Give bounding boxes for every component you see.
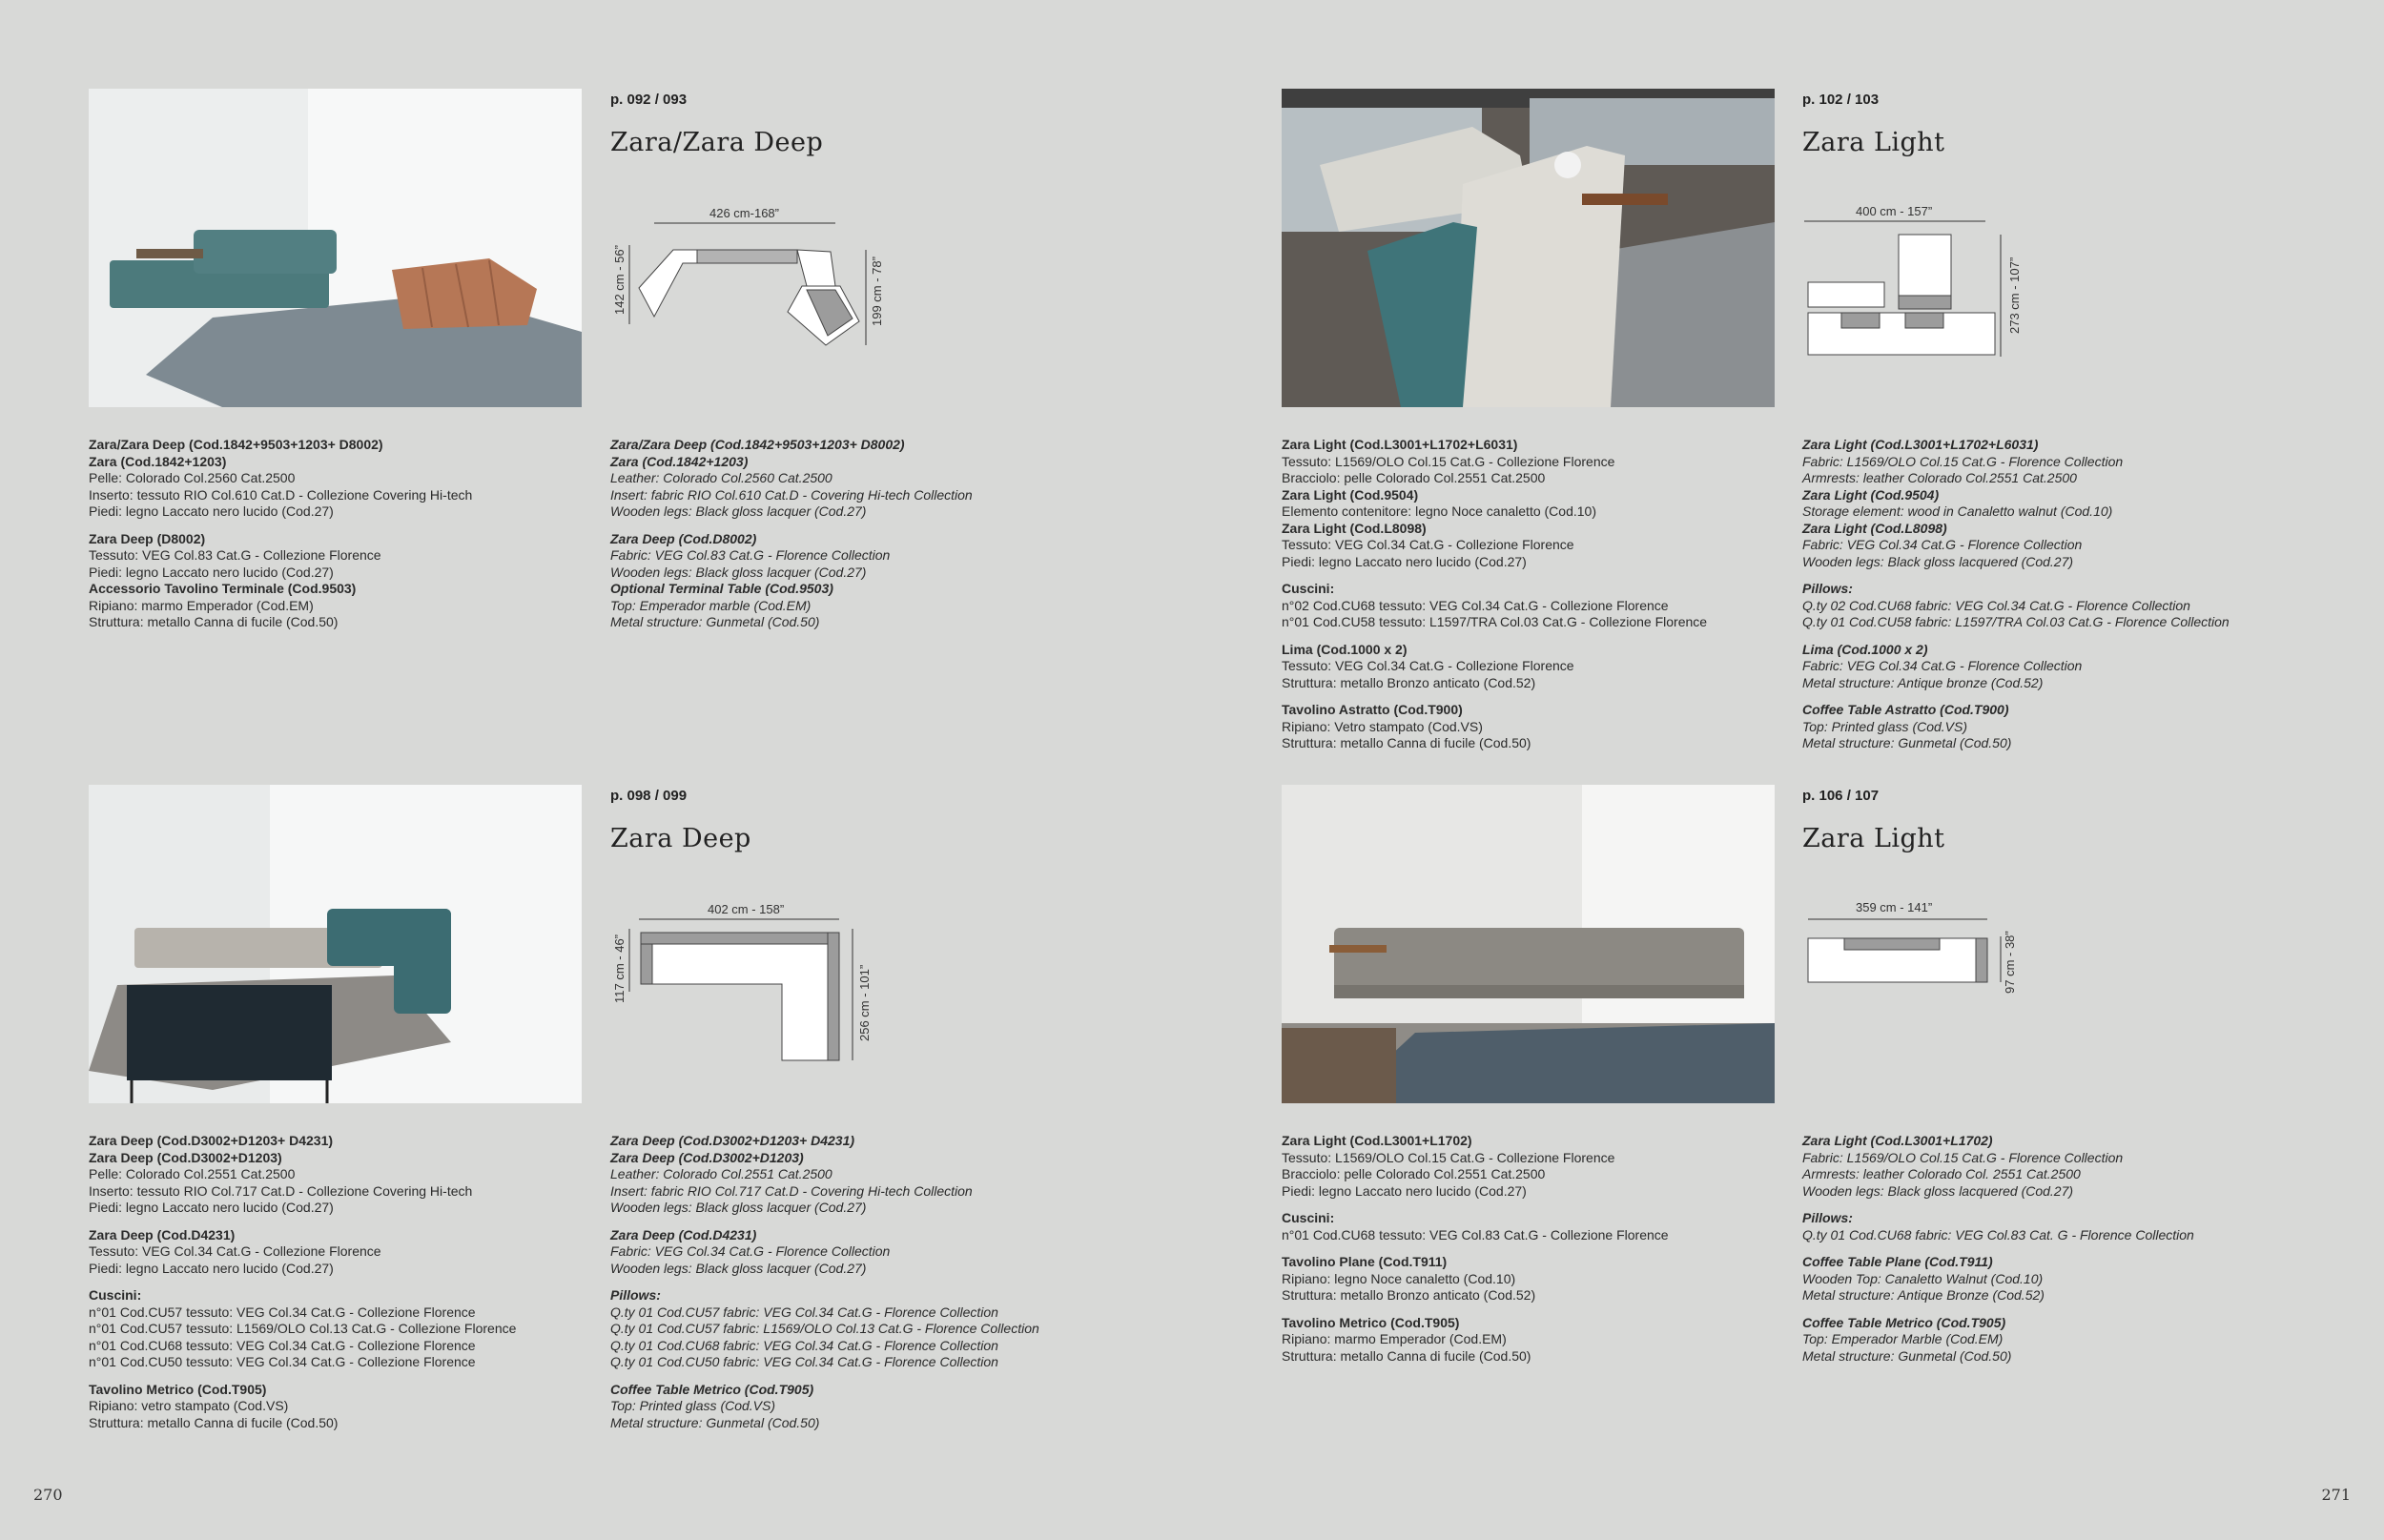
spec-line: Metal structure: Gunmetal (Cod.50) xyxy=(1802,1347,2012,1364)
spec-heading: Pillows: xyxy=(1802,1210,1853,1225)
width-dimension: 359 cm - 141” xyxy=(1856,900,1933,914)
spec-line: Fabric: VEG Col.83 Cat.G - Florence Collection xyxy=(610,547,891,563)
spec-line: Q.ty 01 Cod.CU50 fabric: VEG Col.34 Cat.G - Florence Collection xyxy=(610,1354,998,1369)
spec-heading: Zara Light (Cod.L8098) xyxy=(1802,520,1947,536)
spec-line: Struttura: metallo Bronzo anticato (Cod.52) xyxy=(1282,1287,1536,1303)
page-reference: p. 092 / 093 xyxy=(610,92,688,108)
spec-heading: Cuscini: xyxy=(89,1287,142,1303)
spec-heading: Zara/Zara Deep (Cod.1842+9503+1203+ D8002) xyxy=(610,437,905,452)
spec-spacer xyxy=(1802,1200,2298,1210)
spec-heading: Coffee Table Plane (Cod.T911) xyxy=(1802,1254,1993,1269)
spec-spacer xyxy=(1802,1243,2298,1254)
spec-heading: Tavolino Metrico (Cod.T905) xyxy=(89,1381,267,1397)
spec-line: Tessuto: VEG Col.34 Cat.G - Collezione Florence xyxy=(1282,537,1574,552)
spec-line: Wooden legs: Black gloss lacquer (Cod.27) xyxy=(610,503,867,519)
spec-heading: Tavolino Astratto (Cod.T900) xyxy=(1282,702,1463,717)
spec-heading: Zara Light (Cod.L3001+L1702+L6031) xyxy=(1802,437,2039,452)
dimension-diagram xyxy=(606,202,893,374)
spec-list-english xyxy=(610,1133,1106,1431)
width-dimension: 402 cm - 158” xyxy=(708,902,785,916)
spec-line: Pelle: Colorado Col.2560 Cat.2500 xyxy=(89,470,296,485)
spec-line: Tessuto: L1569/OLO Col.15 Cat.G - Collezione Florence xyxy=(1282,453,1615,469)
spec-heading: Zara Deep (Cod.D4231) xyxy=(610,1226,757,1242)
width-dimension: 426 cm-168” xyxy=(709,206,779,220)
spec-line: Wooden legs: Black gloss lacquered (Cod.27) xyxy=(1802,553,2074,569)
spec-line: n°01 Cod.CU68 tessuto: VEG Col.83 Cat.G - Collezione Florence xyxy=(1282,1226,1669,1242)
spec-line: Wooden legs: Black gloss lacquer (Cod.27) xyxy=(610,564,867,580)
product-title: Zara Deep xyxy=(610,824,751,853)
spec-spacer xyxy=(1282,1304,1778,1315)
spec-line: Piedi: legno Laccato nero lucido (Cod.27) xyxy=(89,503,334,519)
spec-spacer xyxy=(1282,691,1778,702)
spec-line: Elemento contenitore: legno Noce canaletto (Cod.10) xyxy=(1282,503,1596,519)
width-dimension: 400 cm - 157” xyxy=(1856,204,1933,218)
spec-line: Leather: Colorado Col.2560 Cat.2500 xyxy=(610,470,832,485)
spec-spacer xyxy=(89,1371,585,1382)
spec-heading: Zara Light (Cod.L3001+L1702) xyxy=(1802,1133,1993,1148)
spec-heading: Zara Deep (D8002) xyxy=(89,530,206,546)
spec-heading: Coffee Table Metrico (Cod.T905) xyxy=(1802,1314,2006,1330)
spec-spacer xyxy=(610,1277,1106,1287)
spec-heading: Zara (Cod.1842+1203) xyxy=(610,453,749,469)
page-number-left: 270 xyxy=(33,1486,63,1504)
spec-heading: Lima (Cod.1000 x 2) xyxy=(1282,641,1408,657)
spec-heading: Lima (Cod.1000 x 2) xyxy=(1802,641,1928,657)
spec-line: Piedi: legno Laccato nero lucido (Cod.27) xyxy=(1282,1182,1527,1199)
spec-line: Struttura: metallo Bronzo anticato (Cod.52) xyxy=(1282,674,1536,690)
spec-line: Struttura: metallo Canna di fucile (Cod.50) xyxy=(89,1414,339,1430)
spec-line: Metal structure: Gunmetal (Cod.50) xyxy=(1802,735,2012,750)
depth-dimension: 273 cm - 107” xyxy=(2007,257,2022,334)
spec-heading: Pillows: xyxy=(610,1287,661,1303)
spec-spacer xyxy=(610,1217,1106,1227)
spec-line: Wooden legs: Black gloss lacquer (Cod.27) xyxy=(610,1260,867,1276)
spec-heading: Pillows: xyxy=(1802,581,1853,596)
product-photo-zara-deep xyxy=(89,785,582,1103)
spec-heading: Tavolino Plane (Cod.T911) xyxy=(1282,1254,1448,1269)
spec-line: Q.ty 01 Cod.CU68 fabric: VEG Col.83 Cat. G - Florence Collection xyxy=(1802,1226,2194,1242)
spec-line: Leather: Colorado Col.2551 Cat.2500 xyxy=(610,1166,832,1181)
spec-line: Armrests: leather Colorado Col. 2551 Cat.2500 xyxy=(1802,1166,2081,1181)
spec-line: Fabric: VEG Col.34 Cat.G - Florence Collection xyxy=(1802,537,2083,552)
spec-line: Tessuto: VEG Col.34 Cat.G - Collezione Florence xyxy=(89,1243,381,1259)
spec-line: Pelle: Colorado Col.2551 Cat.2500 xyxy=(89,1166,296,1181)
spec-line: Ripiano: legno Noce canaletto (Cod.10) xyxy=(1282,1270,1516,1286)
spec-line: Metal structure: Gunmetal (Cod.50) xyxy=(610,1414,820,1430)
spec-heading: Accessorio Tavolino Terminale (Cod.9503) xyxy=(89,581,357,596)
spec-list-english xyxy=(1802,1133,2298,1365)
spec-heading: Cuscini: xyxy=(1282,1210,1335,1225)
spec-line: Metal structure: Gunmetal (Cod.50) xyxy=(610,614,820,629)
page-number-right: 271 xyxy=(2321,1486,2351,1504)
spec-line: Ripiano: marmo Emperador (Cod.EM) xyxy=(1282,1331,1507,1346)
spec-heading: Coffee Table Astratto (Cod.T900) xyxy=(1802,702,2009,717)
spec-line: Ripiano: Vetro stampato (Cod.VS) xyxy=(1282,718,1483,734)
spec-line: Tessuto: VEG Col.83 Cat.G - Collezione Florence xyxy=(89,547,381,563)
spec-spacer xyxy=(1802,1304,2298,1315)
spec-line: n°01 Cod.CU68 tessuto: VEG Col.34 Cat.G - Collezione Florence xyxy=(89,1337,476,1353)
spec-heading: Tavolino Metrico (Cod.T905) xyxy=(1282,1314,1460,1330)
spec-line: Wooden legs: Black gloss lacquer (Cod.27) xyxy=(610,1200,867,1215)
spec-spacer xyxy=(610,521,1106,531)
spec-line: Tessuto: L1569/OLO Col.15 Cat.G - Collezione Florence xyxy=(1282,1149,1615,1165)
spec-spacer xyxy=(89,1277,585,1287)
spec-list-italian xyxy=(1282,437,1778,752)
depth-dimension: 97 cm - 38” xyxy=(2003,931,2017,994)
spec-heading: Zara Light (Cod.L8098) xyxy=(1282,520,1427,536)
spec-spacer xyxy=(610,1371,1106,1382)
spec-line: Wooden Top: Canaletto Walnut (Cod.10) xyxy=(1802,1270,2044,1286)
spec-spacer xyxy=(1282,570,1778,581)
spec-heading: Zara/Zara Deep (Cod.1842+9503+1203+ D8002) xyxy=(89,437,383,452)
spec-line: n°02 Cod.CU68 tessuto: VEG Col.34 Cat.G - Collezione Florence xyxy=(1282,597,1669,613)
spec-line: Top: Emperador Marble (Cod.EM) xyxy=(1802,1331,2004,1346)
spec-line: Q.ty 01 Cod.CU68 fabric: VEG Col.34 Cat.G - Florence Collection xyxy=(610,1337,998,1353)
spec-heading: Zara Deep (Cod.D3002+D1203) xyxy=(610,1149,804,1165)
spec-line: Armrests: leather Colorado Col.2551 Cat.2500 xyxy=(1802,470,2077,485)
product-photo-zara-zara-deep xyxy=(89,89,582,407)
product-photo-zara-light-living xyxy=(1282,89,1775,407)
spec-line: Fabric: L1569/OLO Col.15 Cat.G - Florence Collection xyxy=(1802,453,2124,469)
spec-list-italian xyxy=(89,1133,585,1431)
dimension-diagram xyxy=(1798,202,2046,364)
spec-list-italian xyxy=(1282,1133,1778,1365)
spec-spacer xyxy=(1802,570,2298,581)
spec-line: Q.ty 01 Cod.CU57 fabric: VEG Col.34 Cat.G - Florence Collection xyxy=(610,1304,998,1320)
spec-line: Top: Printed glass (Cod.VS) xyxy=(610,1398,776,1413)
spec-line: Piedi: legno Laccato nero lucido (Cod.27) xyxy=(1282,553,1527,569)
spec-line: Piedi: legno Laccato nero lucido (Cod.27) xyxy=(89,564,334,580)
spec-heading: Zara Light (Cod.9504) xyxy=(1802,486,1940,503)
spec-line: Ripiano: vetro stampato (Cod.VS) xyxy=(89,1398,289,1413)
spec-heading: Zara Light (Cod.L3001+L1702) xyxy=(1282,1133,1472,1148)
product-title: Zara Light xyxy=(1802,128,1945,157)
spec-spacer xyxy=(1802,691,2298,702)
dimension-diagram xyxy=(606,898,893,1070)
spec-heading: Zara (Cod.1842+1203) xyxy=(89,453,227,469)
spec-spacer xyxy=(1802,631,2298,642)
product-title: Zara/Zara Deep xyxy=(610,128,824,157)
spec-heading: Zara Deep (Cod.D8002) xyxy=(610,530,757,546)
spec-spacer xyxy=(1282,1243,1778,1254)
page-reference: p. 102 / 103 xyxy=(1802,92,1880,108)
spec-line: Storage element: wood in Canaletto walnut (Cod.10) xyxy=(1802,503,2113,519)
spec-line: Top: Emperador marble (Cod.EM) xyxy=(610,597,812,613)
spec-line: Q.ty 02 Cod.CU68 fabric: VEG Col.34 Cat.G - Florence Collection xyxy=(1802,597,2190,613)
depth-dimension-2: 199 cm - 78” xyxy=(870,257,884,326)
spec-line: Struttura: metallo Canna di fucile (Cod.50) xyxy=(1282,1347,1531,1364)
spec-heading: Zara Deep (Cod.D4231) xyxy=(89,1226,236,1242)
spec-line: Q.ty 01 Cod.CU57 fabric: L1569/OLO Col.13 Cat.G - Florence Collection xyxy=(610,1321,1039,1336)
product-title: Zara Light xyxy=(1802,824,1945,853)
depth-dimension: 117 cm - 46” xyxy=(612,934,627,1003)
spec-line: Struttura: metallo Canna di fucile (Cod.50) xyxy=(1282,735,1531,750)
spec-line: Tessuto: VEG Col.34 Cat.G - Collezione Florence xyxy=(1282,658,1574,673)
spec-line: Fabric: L1569/OLO Col.15 Cat.G - Florence Collection xyxy=(1802,1149,2124,1165)
spec-heading: Zara Deep (Cod.D3002+D1203+ D4231) xyxy=(89,1133,334,1148)
spec-list-english xyxy=(610,437,1106,631)
spec-line: Inserto: tessuto RIO Col.610 Cat.D - Collezione Covering Hi-tech xyxy=(89,486,473,503)
spec-heading: Coffee Table Metrico (Cod.T905) xyxy=(610,1381,814,1397)
spec-line: Metal structure: Antique bronze (Cod.52) xyxy=(1802,674,2044,690)
spec-line: n°01 Cod.CU57 tessuto: VEG Col.34 Cat.G - Collezione Florence xyxy=(89,1304,476,1320)
depth-dimension: 142 cm - 56” xyxy=(612,245,627,315)
spec-line: n°01 Cod.CU50 tessuto: VEG Col.34 Cat.G - Collezione Florence xyxy=(89,1354,476,1369)
spec-line: Piedi: legno Laccato nero lucido (Cod.27) xyxy=(89,1200,334,1215)
spec-line: Bracciolo: pelle Colorado Col.2551 Cat.2500 xyxy=(1282,1166,1546,1181)
spec-line: Inserto: tessuto RIO Col.717 Cat.D - Collezione Covering Hi-tech xyxy=(89,1182,473,1199)
depth-dimension-2: 256 cm - 101” xyxy=(857,964,872,1041)
spec-line: n°01 Cod.CU58 tessuto: L1597/TRA Col.03 Cat.G - Collezione Florence xyxy=(1282,614,1708,629)
spec-list-italian xyxy=(89,437,585,631)
spec-heading: Optional Terminal Table (Cod.9503) xyxy=(610,581,833,596)
spec-heading: Zara Light (Cod.L3001+L1702+L6031) xyxy=(1282,437,1518,452)
spec-line: Metal structure: Antique Bronze (Cod.52) xyxy=(1802,1287,2045,1303)
spec-line: Fabric: VEG Col.34 Cat.G - Florence Collection xyxy=(1802,658,2083,673)
spec-spacer xyxy=(1282,1200,1778,1210)
spec-line: Bracciolo: pelle Colorado Col.2551 Cat.2500 xyxy=(1282,470,1546,485)
spec-heading: Zara Deep (Cod.D3002+D1203) xyxy=(89,1149,282,1165)
spec-heading: Zara Deep (Cod.D3002+D1203+ D4231) xyxy=(610,1133,855,1148)
spec-heading: Zara Light (Cod.9504) xyxy=(1282,486,1419,503)
spec-line: Wooden legs: Black gloss lacquered (Cod.27) xyxy=(1802,1182,2074,1199)
page-reference: p. 098 / 099 xyxy=(610,788,688,804)
spec-line: Fabric: VEG Col.34 Cat.G - Florence Collection xyxy=(610,1243,891,1259)
spec-line: Insert: fabric RIO Col.717 Cat.D - Covering Hi-tech Collection xyxy=(610,1182,973,1199)
spec-line: Struttura: metallo Canna di fucile (Cod.50) xyxy=(89,614,339,629)
spec-line: n°01 Cod.CU57 tessuto: L1569/OLO Col.13 Cat.G - Collezione Florence xyxy=(89,1321,517,1336)
dimension-diagram xyxy=(1798,898,2046,1003)
spec-spacer xyxy=(89,1217,585,1227)
spec-heading: Cuscini: xyxy=(1282,581,1335,596)
spec-spacer xyxy=(1282,631,1778,642)
spec-line: Q.ty 01 Cod.CU58 fabric: L1597/TRA Col.03 Cat.G - Florence Collection xyxy=(1802,614,2230,629)
spec-spacer xyxy=(89,521,585,531)
product-photo-zara-light xyxy=(1282,785,1775,1103)
spec-line: Insert: fabric RIO Col.610 Cat.D - Covering Hi-tech Collection xyxy=(610,486,973,503)
spec-line: Piedi: legno Laccato nero lucido (Cod.27) xyxy=(89,1260,334,1276)
spec-list-english xyxy=(1802,437,2298,752)
page-reference: p. 106 / 107 xyxy=(1802,788,1880,804)
spec-line: Top: Printed glass (Cod.VS) xyxy=(1802,718,1968,734)
spec-line: Ripiano: marmo Emperador (Cod.EM) xyxy=(89,597,314,613)
